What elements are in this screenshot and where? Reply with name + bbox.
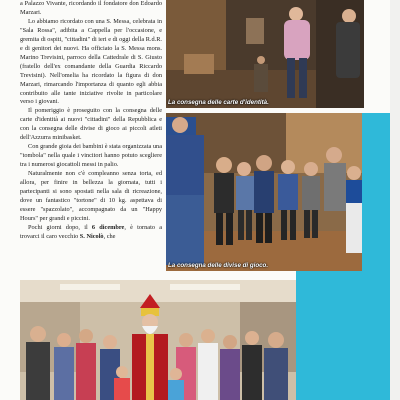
article-paragraph-1: Lo abbiamo ricordato con una S. Messa, celebrata in "Sala Rossa", adibita a Cappella per l'occasione, e gremita di ospiti, "cittadini" di ieri e di oggi della R.d.R. e di genitori dei nuovi. Ha officiato la S. Messa mons. Marino Trevisini, parroco della Cattedrale di S. Giusto (fratello dell'ex comandante della Guardia Riccardo Trevisini). Nell'omelia ha ricordato la figura di don Marzari, rimarcando l'importanza di quanto egli abbia contribuito alle tante iniziative rivolte in particolare verso i giovani.: [20, 17, 162, 106]
page-edge: [390, 0, 400, 400]
photo-id-cards-image: [166, 0, 364, 108]
p5-mid: , è tornato a trovarci il caro vecchio: [20, 223, 162, 240]
p5-start: Pochi giorni dopo, il: [28, 223, 92, 231]
p5-saint: S. Nicolò: [79, 232, 104, 240]
article-paragraph-4: Naturalmente non c'è compleanno senza torta, ed allora, per finire in bellezza la giornata, tutti i partecipanti si sono spostati nella sala di ricreazione, dove un fantastico "tortone" di 10 kg. aspettava di essere "spazzolato", accompagnato da un "Happy Hours" per grandi e piccini.: [20, 170, 162, 222]
p5-date: 6 dicembre: [91, 223, 125, 231]
photo-id-cards: [166, 0, 364, 108]
photo-uniforms: [166, 113, 364, 271]
photo-uniforms-image: [166, 113, 364, 271]
accent-band-right: [362, 113, 390, 400]
caption-id-cards: La consegna delle carte d'identità.: [168, 99, 269, 106]
caption-uniforms: La consegna delle divise di gioco.: [168, 262, 269, 269]
photo-saint-nicholas: [20, 280, 296, 400]
photo-saint-nicholas-image: [20, 280, 296, 400]
article-paragraph-2: Il pomeriggio è proseguito con la consegna delle carte d'identità ai nuovi "cittadini" della Repubblica e con la consegna delle divise di gioco ai piccoli atleti dell'Azzurra minibasket.: [20, 107, 162, 142]
article-paragraph-5: [20, 224, 162, 242]
accent-band-bottom: [296, 271, 362, 400]
p5-end: , che: [103, 232, 116, 240]
article-text-column: [20, 0, 162, 242]
article-line-top: a Palazzo Vivante, ricordando il fondatore don Edoardo Marzari.: [20, 0, 162, 16]
article-paragraph-3: Con grande gioia dei bambini è stata organizzata una "tombola" nella quale i vincitori hanno potuto scegliere tra i numerosi giocattoli messi in palio.: [20, 143, 162, 169]
